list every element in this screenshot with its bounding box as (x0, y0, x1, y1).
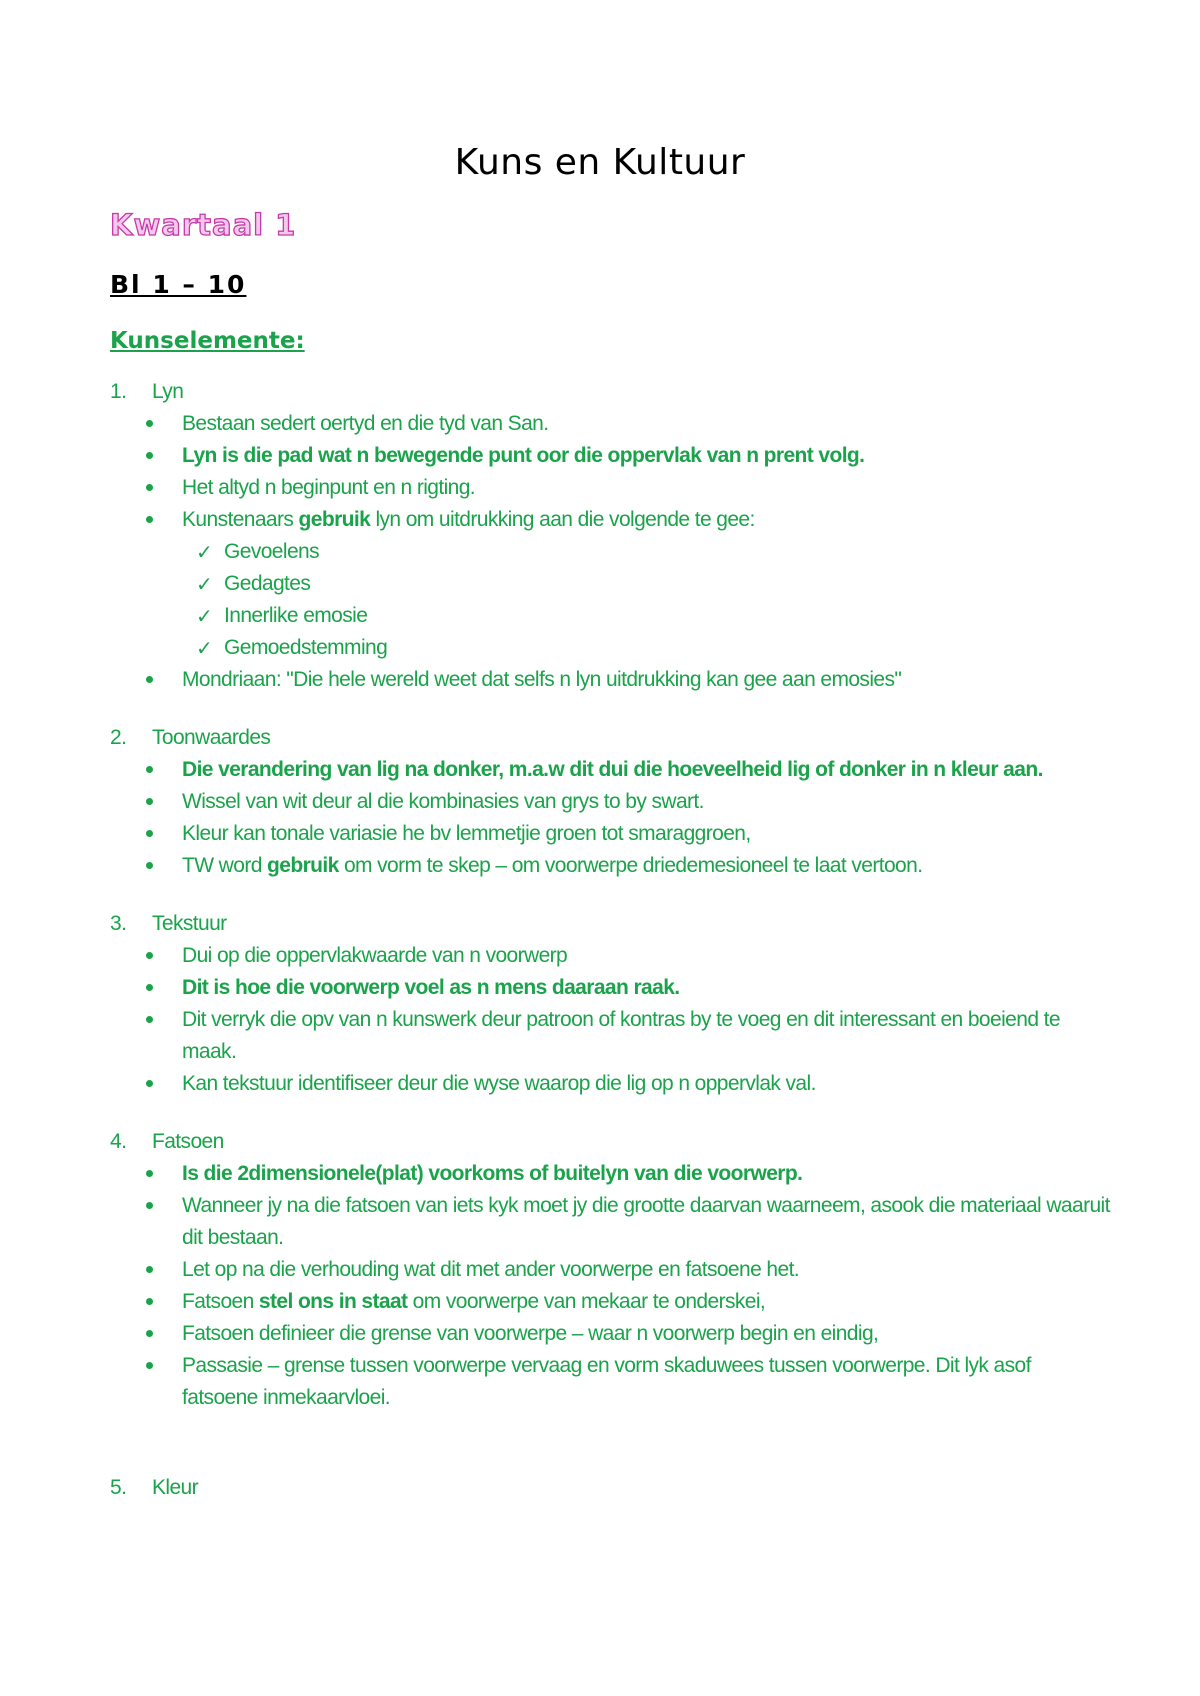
element-number: 2. (110, 726, 127, 749)
bullet-dot-icon (146, 1330, 153, 1337)
element-name: Fatsoen (152, 1130, 224, 1153)
element-list (110, 376, 1110, 1504)
checklist-item (110, 632, 1110, 664)
bullet-dot-icon (146, 984, 153, 991)
bullet-item (110, 940, 1110, 972)
bullet-item (110, 1158, 1110, 1190)
bullet-text: om vorm te skep – om voorwerpe driedemesioneel te laat vertoon. (338, 854, 923, 877)
bold-text: gebruik (298, 508, 371, 531)
element-number: 4. (110, 1130, 127, 1153)
bullet-dot-icon (146, 1266, 153, 1273)
bullet-dot-icon (146, 952, 153, 959)
element-heading (110, 722, 1110, 754)
bold-text: Dit is hoe die voorwerp voel as n mens daaraan raak. (182, 976, 680, 999)
bullet-dot-icon (146, 452, 153, 459)
bold-text: gebruik (267, 854, 339, 877)
bold-text: Die verandering van lig na donker, m.a.w dit dui die hoeveelheid lig of donker in n kleur aan. (182, 758, 1043, 781)
bullet-text: Let op na die verhouding wat dit met ander voorwerpe en fatsoene het. (182, 1258, 800, 1281)
checklist-text: Gemoedstemming (224, 636, 388, 659)
bullet-item (110, 664, 1110, 696)
bullet-item (110, 1004, 1110, 1068)
bullet-item (110, 504, 1110, 536)
bold-text: Lyn is die pad wat n bewegende punt oor die oppervlak van n prent volg. (182, 444, 865, 467)
bullet-dot-icon (146, 1202, 153, 1209)
bullet-item (110, 1286, 1110, 1318)
element-number: 1. (110, 380, 127, 403)
bullet-list (110, 1158, 1110, 1414)
bold-text: Is die 2dimensionele(plat) voorkoms of buitelyn van die voorwerp. (182, 1162, 803, 1185)
bullet-dot-icon (146, 1016, 153, 1023)
section-heading: Kunselemente: (110, 328, 305, 354)
bullet-text: Wanneer jy na die fatsoen van iets kyk moet jy die grootte daarvan waarneem, asook die materiaal waaruit dit bestaan. (182, 1194, 1110, 1249)
element-heading (110, 908, 1110, 940)
bullet-text: Wissel van wit deur al die kombinasies van grys to by swart. (182, 790, 704, 813)
element-name: Toonwaardes (152, 726, 271, 749)
bullet-list (110, 940, 1110, 1100)
bullet-text: Passasie – grense tussen voorwerpe vervaag en vorm skaduwees tussen voorwerpe. Dit lyk asof fatsoene inmekaarvloei. (182, 1354, 1031, 1409)
bullet-item (110, 1254, 1110, 1286)
bullet-dot-icon (146, 1298, 153, 1305)
element-number: 5. (110, 1476, 127, 1499)
bullet-item (110, 972, 1110, 1004)
spacer (110, 1414, 1110, 1472)
bullet-text: Kan tekstuur identifiseer deur die wyse waarop die lig op n oppervlak val. (182, 1072, 816, 1095)
bullet-item (110, 1350, 1110, 1414)
bullet-text: Kleur kan tonale variasie he bv lemmetjie groen tot smaraggroen, (182, 822, 751, 845)
page-range-heading: Bl 1 – 10 (110, 270, 247, 299)
bullet-item (110, 850, 1110, 882)
element-name: Lyn (152, 380, 184, 403)
bullet-dot-icon (146, 1362, 153, 1369)
bullet-item (110, 1318, 1110, 1350)
bullet-text: TW word (182, 854, 268, 877)
bullet-item (110, 440, 1110, 472)
bullet-dot-icon (146, 484, 153, 491)
bullet-dot-icon (146, 1080, 153, 1087)
spacer (110, 1100, 1110, 1126)
bullet-item (110, 472, 1110, 504)
checklist-item (110, 536, 1110, 568)
bullet-item (110, 786, 1110, 818)
bullet-dot-icon (146, 420, 153, 427)
bullet-text: Dui op die oppervlakwaarde van n voorwerp (182, 944, 568, 967)
bullet-item (110, 408, 1110, 440)
checklist-text: Innerlike emosie (224, 604, 368, 627)
bullet-dot-icon (146, 862, 153, 869)
bullet-text: Mondriaan: "Die hele wereld weet dat selfs n lyn uitdrukking kan gee aan emosies" (182, 668, 902, 691)
bullet-text: Het altyd n beginpunt en n rigting. (182, 476, 476, 499)
checklist (110, 536, 1110, 664)
element-heading (110, 376, 1110, 408)
spacer (110, 882, 1110, 908)
checklist-text: Gedagtes (224, 572, 311, 595)
checkmark-icon: ✓ (196, 604, 213, 628)
bullet-dot-icon (146, 1170, 153, 1177)
element-name: Kleur (152, 1476, 199, 1499)
element-name: Tekstuur (152, 912, 227, 935)
bullet-list (110, 408, 1110, 696)
checklist-item (110, 600, 1110, 632)
bullet-dot-icon (146, 766, 153, 773)
document-title: Kuns en Kultuur (454, 142, 746, 183)
bullet-dot-icon (146, 516, 153, 523)
element-heading (110, 1472, 1110, 1504)
bullet-text: Dit verryk die opv van n kunswerk deur patroon of kontras by te voeg en dit interessant en boeiend te maak. (182, 1008, 1060, 1063)
bullet-list (110, 754, 1110, 882)
bullet-item (110, 754, 1110, 786)
spacer (110, 696, 1110, 722)
checkmark-icon: ✓ (196, 636, 213, 660)
element-number: 3. (110, 912, 127, 935)
bullet-text: Kunstenaars (182, 508, 299, 531)
checkmark-icon: ✓ (196, 540, 213, 564)
bullet-text: lyn om uitdrukking aan die volgende te gee: (370, 508, 755, 531)
bold-text: stel ons in staat (258, 1290, 408, 1313)
quarter-heading: Kwartaal 1 (110, 208, 297, 242)
checklist-text: Gevoelens (224, 540, 319, 563)
bullet-item (110, 1068, 1110, 1100)
bullet-text: Bestaan sedert oertyd en die tyd van San. (182, 412, 549, 435)
bullet-text: Fatsoen definieer die grense van voorwerpe – waar n voorwerp begin en eindig, (182, 1322, 879, 1345)
bullet-text: om voorwerpe van mekaar te onderskei, (407, 1290, 766, 1313)
checkmark-icon: ✓ (196, 572, 213, 596)
bullet-dot-icon (146, 830, 153, 837)
element-heading (110, 1126, 1110, 1158)
checklist-item (110, 568, 1110, 600)
bullet-text: Fatsoen (182, 1290, 259, 1313)
bullet-item (110, 818, 1110, 850)
bullet-dot-icon (146, 798, 153, 805)
bullet-item (110, 1190, 1110, 1254)
bullet-dot-icon (146, 676, 153, 683)
